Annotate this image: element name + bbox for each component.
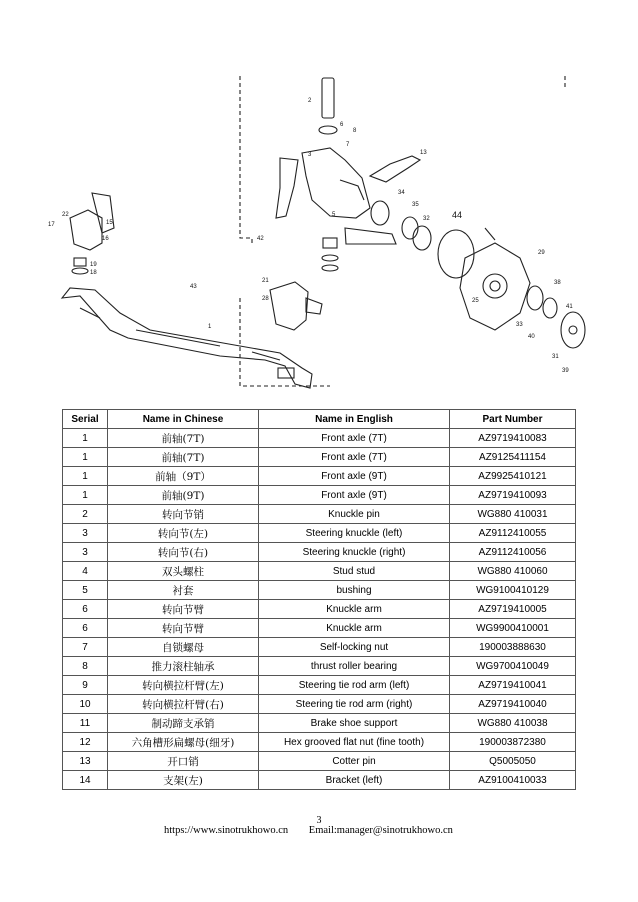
cell-name-chinese: 推力滚柱轴承 [108, 657, 259, 676]
svg-text:35: 35 [412, 202, 419, 208]
svg-text:21: 21 [262, 278, 269, 284]
cell-name-chinese: 转向节臂 [108, 619, 259, 638]
front-axle-beam [62, 288, 312, 388]
svg-text:28: 28 [262, 296, 269, 302]
cell-name-english: Brake shoe support [259, 714, 450, 733]
cell-part-number: WG880 410060 [450, 562, 576, 581]
table-row [63, 467, 576, 486]
cell-name-english: Steering tie rod arm (left) [259, 676, 450, 695]
footer-email[interactable]: Email:manager@sinotrukhowo.cn [308, 825, 453, 836]
wheel-hub [460, 243, 530, 330]
cell-part-number: Q5005050 [450, 752, 576, 771]
table-row [63, 714, 576, 733]
cell-serial: 2 [63, 505, 108, 524]
cell-name-chinese: 前轴(9T) [108, 486, 259, 505]
cell-part-number: AZ9719410041 [450, 676, 576, 695]
svg-text:3: 3 [308, 152, 312, 158]
table-header-row [63, 410, 576, 429]
cell-part-number: WG9900410001 [450, 619, 576, 638]
cell-part-number: 190003888630 [450, 638, 576, 657]
cell-name-chinese: 转向节臂 [108, 600, 259, 619]
cell-name-english: Stud stud [259, 562, 450, 581]
cell-part-number: AZ9100410033 [450, 771, 576, 790]
table-row [63, 600, 576, 619]
table-row [63, 752, 576, 771]
page-number: 3 [316, 815, 322, 826]
cell-serial: 6 [63, 600, 108, 619]
svg-text:5: 5 [332, 212, 336, 218]
cell-part-number: AZ9719410083 [450, 429, 576, 448]
cell-serial: 1 [63, 429, 108, 448]
cell-serial: 10 [63, 695, 108, 714]
svg-text:42: 42 [257, 236, 264, 242]
lower-knuckle [270, 282, 322, 330]
cell-serial: 1 [63, 486, 108, 505]
svg-text:2: 2 [308, 98, 312, 104]
table-body [63, 429, 576, 790]
table-row [63, 638, 576, 657]
cell-name-english: Bracket (left) [259, 771, 450, 790]
exploded-parts-diagram [40, 68, 600, 398]
cell-name-chinese: 六角槽形扁螺母(细牙) [108, 733, 259, 752]
steering-knuckle [302, 148, 370, 218]
svg-text:40: 40 [528, 334, 535, 340]
col-name-chinese: Name in Chinese [108, 410, 259, 429]
cell-name-english: Knuckle arm [259, 600, 450, 619]
cell-serial: 1 [63, 448, 108, 467]
cell-name-english: Hex grooved flat nut (fine tooth) [259, 733, 450, 752]
cell-serial: 7 [63, 638, 108, 657]
cell-name-chinese: 前轴(7T) [108, 429, 259, 448]
cell-part-number: AZ9112410055 [450, 524, 576, 543]
cell-serial: 8 [63, 657, 108, 676]
table-row [63, 562, 576, 581]
cell-name-english: Front axle (7T) [259, 429, 450, 448]
svg-text:6: 6 [340, 122, 344, 128]
cell-name-chinese: 转向节(右) [108, 543, 259, 562]
cell-serial: 5 [63, 581, 108, 600]
svg-text:29: 29 [538, 250, 545, 256]
svg-text:1: 1 [208, 324, 212, 330]
table-row [63, 486, 576, 505]
cell-name-english: Self-locking nut [259, 638, 450, 657]
cell-name-english: Knuckle arm [259, 619, 450, 638]
cell-name-english: bushing [259, 581, 450, 600]
cell-serial: 13 [63, 752, 108, 771]
parts-table [62, 409, 576, 790]
cell-part-number: WG880 410031 [450, 505, 576, 524]
cell-name-english: Cotter pin [259, 752, 450, 771]
cell-name-chinese: 转向横拉杆臂(左) [108, 676, 259, 695]
cell-name-english: Knuckle pin [259, 505, 450, 524]
hub-cap [561, 312, 585, 348]
cell-name-english: Front axle (7T) [259, 448, 450, 467]
svg-text:39: 39 [562, 368, 569, 374]
table-row [63, 524, 576, 543]
svg-text:41: 41 [566, 304, 573, 310]
cell-name-english: Steering knuckle (left) [259, 524, 450, 543]
bearing-inner [402, 217, 418, 239]
cell-name-english: Steering knuckle (right) [259, 543, 450, 562]
cell-serial: 6 [63, 619, 108, 638]
table-row [63, 771, 576, 790]
left-bushing [74, 258, 86, 266]
cell-name-english: Front axle (9T) [259, 486, 450, 505]
svg-text:16: 16 [102, 236, 109, 242]
cell-part-number: AZ9719410005 [450, 600, 576, 619]
cell-name-english: Steering tie rod arm (right) [259, 695, 450, 714]
svg-text:17: 17 [48, 222, 55, 228]
svg-text:43: 43 [190, 284, 197, 290]
cell-name-chinese: 制动蹄支承销 [108, 714, 259, 733]
table-row [63, 695, 576, 714]
cell-part-number: AZ9925410121 [450, 467, 576, 486]
footer-website[interactable]: https://www.sinotrukhowo.cn [164, 825, 289, 836]
svg-text:22: 22 [62, 212, 69, 218]
col-serial: Serial [63, 410, 108, 429]
cell-serial: 12 [63, 733, 108, 752]
col-part-number: Part Number [450, 410, 576, 429]
svg-text:33: 33 [516, 322, 523, 328]
cell-serial: 3 [63, 524, 108, 543]
cell-name-english: thrust roller bearing [259, 657, 450, 676]
table-row [63, 619, 576, 638]
cell-serial: 1 [63, 467, 108, 486]
svg-text:18: 18 [90, 270, 97, 276]
cell-serial: 11 [63, 714, 108, 733]
svg-text:38: 38 [554, 280, 561, 286]
cell-name-chinese: 衬套 [108, 581, 259, 600]
cell-serial: 9 [63, 676, 108, 695]
page-footer [164, 825, 471, 836]
svg-text:34: 34 [398, 190, 405, 196]
cell-name-chinese: 前轴(7T) [108, 448, 259, 467]
cell-serial: 4 [63, 562, 108, 581]
cell-serial: 3 [63, 543, 108, 562]
cell-name-chinese: 开口销 [108, 752, 259, 771]
svg-text:31: 31 [552, 354, 559, 360]
table-row [63, 505, 576, 524]
svg-text:13: 13 [420, 150, 427, 156]
seal-ring [371, 201, 389, 225]
left-washer [72, 268, 88, 274]
svg-text:44: 44 [452, 210, 463, 220]
cell-part-number: WG880 410038 [450, 714, 576, 733]
cell-part-number: AZ9125411154 [450, 448, 576, 467]
cell-name-chinese: 转向节销 [108, 505, 259, 524]
cell-name-chinese: 转向节(左) [108, 524, 259, 543]
table-row [63, 429, 576, 448]
cell-part-number: AZ9719410093 [450, 486, 576, 505]
cell-name-english: Front axle (9T) [259, 467, 450, 486]
cell-name-chinese: 支架(左) [108, 771, 259, 790]
svg-text:8: 8 [353, 128, 357, 134]
cell-part-number: 190003872380 [450, 733, 576, 752]
tie-rod-arm [276, 158, 298, 218]
table-row [63, 657, 576, 676]
svg-text:32: 32 [423, 216, 430, 222]
cell-name-chinese: 转向横拉杆臂(右) [108, 695, 259, 714]
cell-name-chinese: 双头螺柱 [108, 562, 259, 581]
cell-part-number: AZ9719410040 [450, 695, 576, 714]
table-row [63, 448, 576, 467]
svg-text:7: 7 [346, 142, 350, 148]
table-row [63, 581, 576, 600]
cell-part-number: WG9700410049 [450, 657, 576, 676]
svg-text:19: 19 [90, 262, 97, 268]
kingpin [322, 78, 334, 118]
table-row [63, 733, 576, 752]
cell-serial: 14 [63, 771, 108, 790]
col-name-english: Name in English [259, 410, 450, 429]
spindle [345, 228, 396, 244]
cell-name-chinese: 自锁螺母 [108, 638, 259, 657]
cell-part-number: AZ9112410056 [450, 543, 576, 562]
steering-arm [370, 156, 420, 182]
cell-part-number: WG9100410129 [450, 581, 576, 600]
svg-text:15: 15 [106, 220, 113, 226]
table-row [63, 543, 576, 562]
svg-text:25: 25 [472, 298, 479, 304]
cell-name-chinese: 前轴（9T） [108, 467, 259, 486]
oil-seal [438, 230, 474, 278]
table-row [63, 676, 576, 695]
